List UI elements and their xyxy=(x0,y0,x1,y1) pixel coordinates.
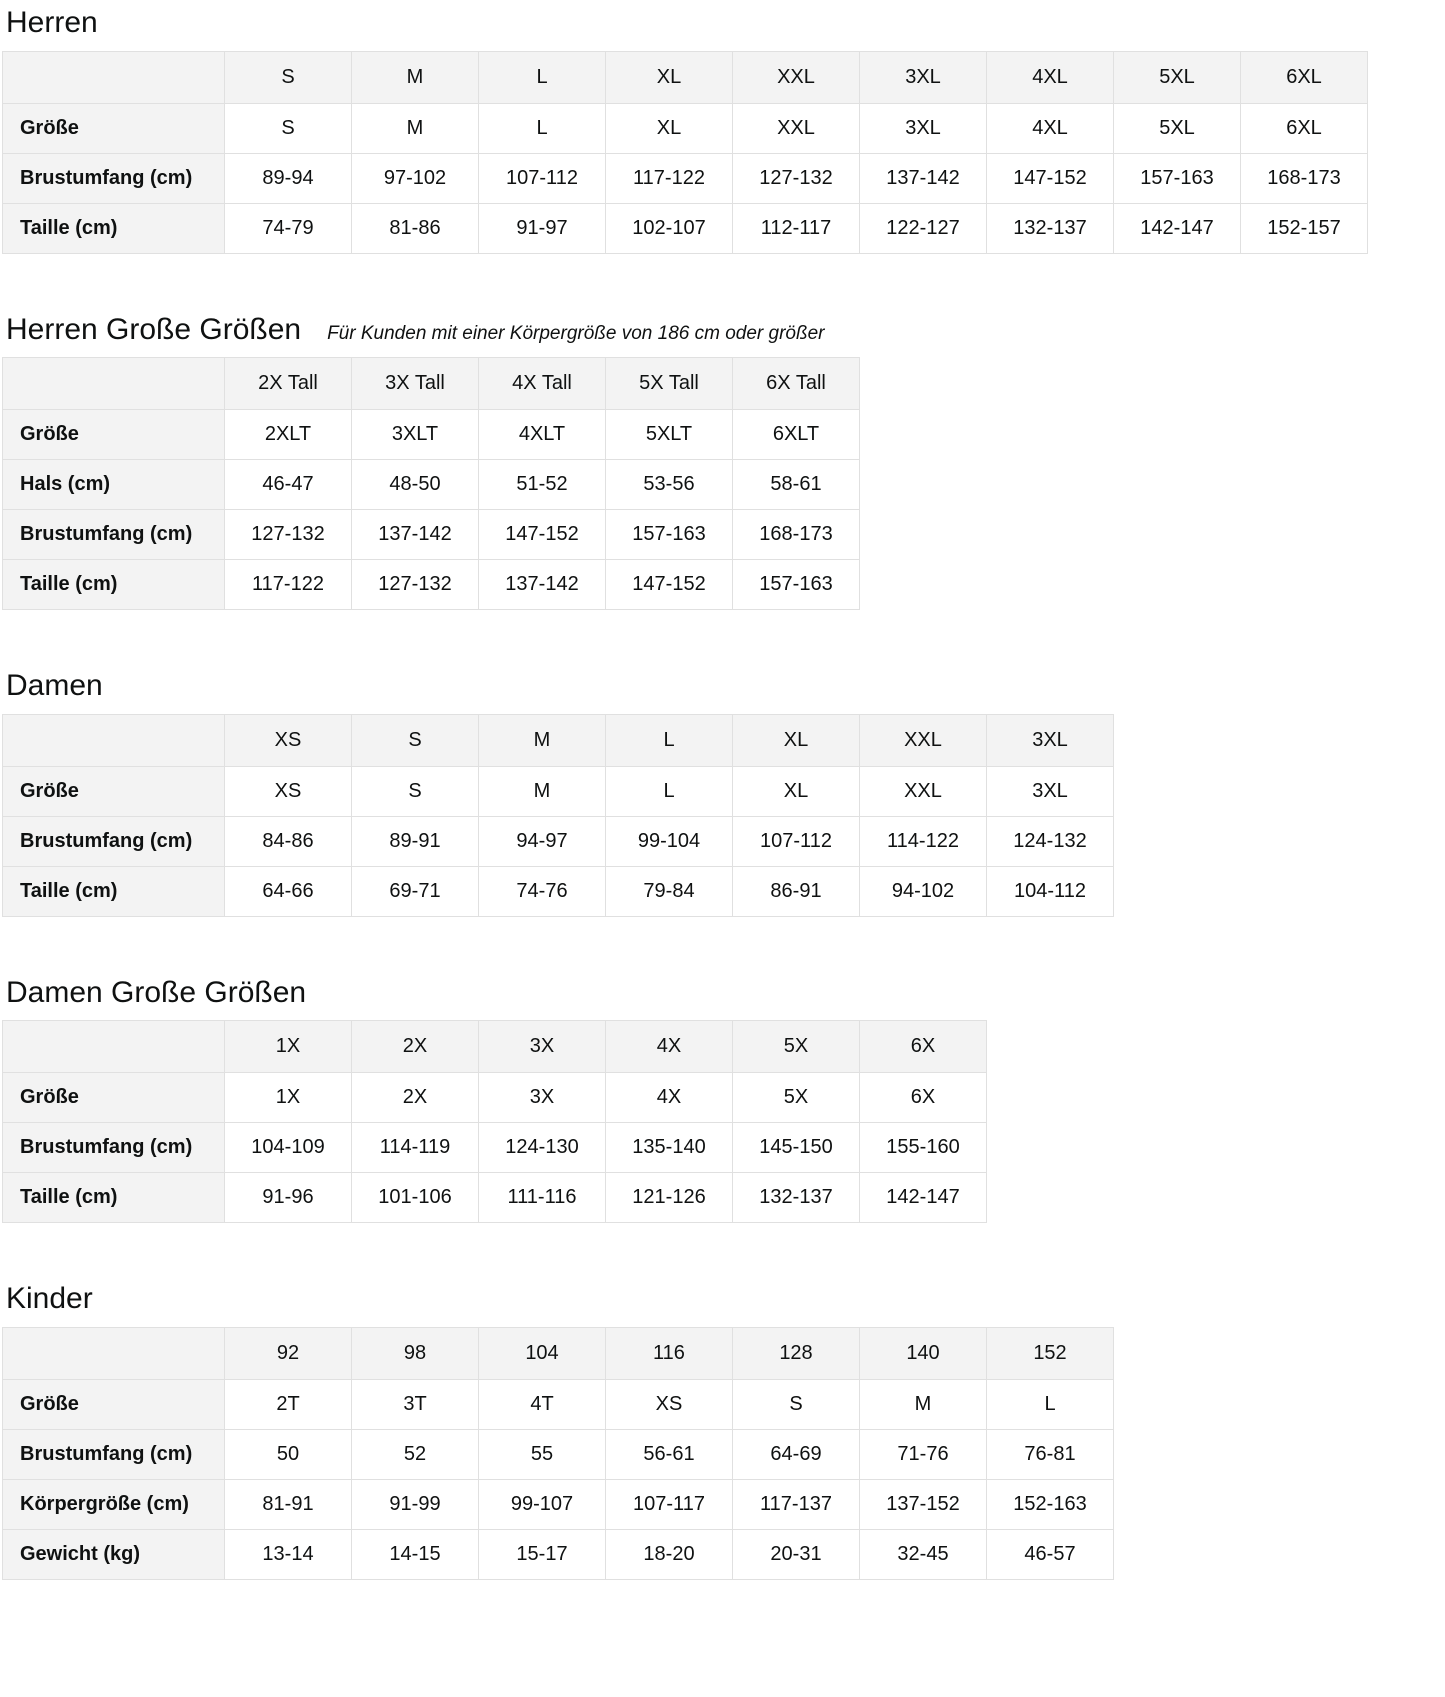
row-label-cell: Taille (cm) xyxy=(3,203,225,253)
size-value-cell: 121-126 xyxy=(606,1173,733,1223)
column-header-cell: XL xyxy=(733,714,860,766)
row-label-cell: Körpergröße (cm) xyxy=(3,1479,225,1529)
size-value-cell: 4T xyxy=(479,1379,606,1429)
table-row xyxy=(3,410,860,460)
size-chart-page xyxy=(2,4,1445,1580)
size-value-cell: 6XLT xyxy=(733,410,860,460)
size-value-cell: 3XLT xyxy=(352,410,479,460)
size-value-cell: 117-122 xyxy=(225,560,352,610)
size-value-cell: 127-132 xyxy=(733,153,860,203)
size-value-cell: 117-137 xyxy=(733,1479,860,1529)
column-header-cell: 6X xyxy=(860,1021,987,1073)
size-value-cell: 15-17 xyxy=(479,1529,606,1579)
row-label-cell: Taille (cm) xyxy=(3,560,225,610)
size-value-cell: M xyxy=(860,1379,987,1429)
column-header-cell: 5XL xyxy=(1114,51,1241,103)
row-label-cell: Hals (cm) xyxy=(3,460,225,510)
size-value-cell: 137-152 xyxy=(860,1479,987,1529)
size-value-cell: 14-15 xyxy=(352,1529,479,1579)
size-value-cell: 46-57 xyxy=(987,1529,1114,1579)
column-header-cell: XS xyxy=(225,714,352,766)
size-value-cell: L xyxy=(479,103,606,153)
table-row xyxy=(3,816,1114,866)
size-value-cell: 4XLT xyxy=(479,410,606,460)
column-header-cell: 104 xyxy=(479,1327,606,1379)
size-value-cell: 1X xyxy=(225,1073,352,1123)
size-table xyxy=(2,1020,987,1223)
size-value-cell: 71-76 xyxy=(860,1429,987,1479)
size-value-cell: 127-132 xyxy=(352,560,479,610)
column-header-cell: 116 xyxy=(606,1327,733,1379)
size-value-cell: XL xyxy=(733,766,860,816)
size-value-cell: 64-66 xyxy=(225,866,352,916)
size-table xyxy=(2,1327,1114,1580)
size-value-cell: 104-109 xyxy=(225,1123,352,1173)
size-value-cell: S xyxy=(225,103,352,153)
size-value-cell: 137-142 xyxy=(352,510,479,560)
size-value-cell: 157-163 xyxy=(606,510,733,560)
size-value-cell: 137-142 xyxy=(860,153,987,203)
size-value-cell: 91-96 xyxy=(225,1173,352,1223)
column-header-cell: S xyxy=(225,51,352,103)
size-value-cell: 91-99 xyxy=(352,1479,479,1529)
column-header-cell: 6X Tall xyxy=(733,358,860,410)
size-value-cell: 74-76 xyxy=(479,866,606,916)
size-value-cell: 137-142 xyxy=(479,560,606,610)
corner-cell xyxy=(3,1327,225,1379)
row-label-cell: Taille (cm) xyxy=(3,866,225,916)
table-row xyxy=(3,560,860,610)
size-value-cell: 104-112 xyxy=(987,866,1114,916)
section-title: Kinder xyxy=(6,1282,93,1315)
section-title-row xyxy=(6,4,1445,42)
column-header-cell: 3XL xyxy=(987,714,1114,766)
column-header-cell: S xyxy=(352,714,479,766)
size-table xyxy=(2,714,1114,917)
section-title-row xyxy=(6,311,1445,349)
table-row xyxy=(3,1173,987,1223)
row-label-cell: Brustumfang (cm) xyxy=(3,1429,225,1479)
size-value-cell: 48-50 xyxy=(352,460,479,510)
table-header-row xyxy=(3,1327,1114,1379)
size-value-cell: 4X xyxy=(606,1073,733,1123)
size-value-cell: 117-122 xyxy=(606,153,733,203)
size-value-cell: 111-116 xyxy=(479,1173,606,1223)
table-row xyxy=(3,153,1368,203)
size-value-cell: 18-20 xyxy=(606,1529,733,1579)
table-header-row xyxy=(3,714,1114,766)
column-header-cell: 1X xyxy=(225,1021,352,1073)
size-value-cell: 3XL xyxy=(860,103,987,153)
size-value-cell: 142-147 xyxy=(860,1173,987,1223)
size-value-cell: 157-163 xyxy=(1114,153,1241,203)
size-value-cell: 94-102 xyxy=(860,866,987,916)
size-value-cell: 76-81 xyxy=(987,1429,1114,1479)
section-title: Damen Große Größen xyxy=(6,975,307,1009)
size-value-cell: 107-112 xyxy=(733,816,860,866)
size-value-cell: 84-86 xyxy=(225,816,352,866)
size-value-cell: 53-56 xyxy=(606,460,733,510)
column-header-cell: 128 xyxy=(733,1327,860,1379)
size-value-cell: L xyxy=(987,1379,1114,1429)
column-header-cell: 98 xyxy=(352,1327,479,1379)
section-title: Herren xyxy=(6,6,98,39)
row-label-cell: Brustumfang (cm) xyxy=(3,153,225,203)
column-header-cell: 2X xyxy=(352,1021,479,1073)
size-value-cell: 58-61 xyxy=(733,460,860,510)
size-value-cell: S xyxy=(352,766,479,816)
size-value-cell: M xyxy=(352,103,479,153)
size-value-cell: 147-152 xyxy=(987,153,1114,203)
column-header-cell: 4XL xyxy=(987,51,1114,103)
size-chart-section xyxy=(2,311,1445,611)
size-value-cell: 32-45 xyxy=(860,1529,987,1579)
row-label-cell: Größe xyxy=(3,103,225,153)
corner-cell xyxy=(3,51,225,103)
table-header-row xyxy=(3,358,860,410)
size-value-cell: 5XLT xyxy=(606,410,733,460)
size-value-cell: 50 xyxy=(225,1429,352,1479)
size-value-cell: 2X xyxy=(352,1073,479,1123)
table-row xyxy=(3,766,1114,816)
size-value-cell: 64-69 xyxy=(733,1429,860,1479)
size-value-cell: 52 xyxy=(352,1429,479,1479)
size-value-cell: XS xyxy=(606,1379,733,1429)
size-value-cell: 51-52 xyxy=(479,460,606,510)
size-value-cell: 46-47 xyxy=(225,460,352,510)
column-header-cell: 2X Tall xyxy=(225,358,352,410)
size-value-cell: 135-140 xyxy=(606,1123,733,1173)
size-chart-section xyxy=(2,667,1445,917)
size-chart-section xyxy=(2,974,1445,1224)
table-row xyxy=(3,866,1114,916)
row-label-cell: Brustumfang (cm) xyxy=(3,1123,225,1173)
size-value-cell: 142-147 xyxy=(1114,203,1241,253)
column-header-cell: XXL xyxy=(733,51,860,103)
size-value-cell: XXL xyxy=(733,103,860,153)
size-value-cell: 6X xyxy=(860,1073,987,1123)
size-table xyxy=(2,357,860,610)
corner-cell xyxy=(3,1021,225,1073)
size-value-cell: 107-112 xyxy=(479,153,606,203)
size-value-cell: 168-173 xyxy=(1241,153,1368,203)
size-value-cell: 4XL xyxy=(987,103,1114,153)
size-value-cell: 91-97 xyxy=(479,203,606,253)
size-value-cell: 124-132 xyxy=(987,816,1114,866)
size-value-cell: 147-152 xyxy=(479,510,606,560)
size-value-cell: M xyxy=(479,766,606,816)
size-value-cell: 157-163 xyxy=(733,560,860,610)
column-header-cell: 3X Tall xyxy=(352,358,479,410)
size-value-cell: XS xyxy=(225,766,352,816)
size-value-cell: 6XL xyxy=(1241,103,1368,153)
column-header-cell: XXL xyxy=(860,714,987,766)
size-value-cell: 168-173 xyxy=(733,510,860,560)
size-value-cell: 102-107 xyxy=(606,203,733,253)
column-header-cell: M xyxy=(352,51,479,103)
size-value-cell: 127-132 xyxy=(225,510,352,560)
column-header-cell: 140 xyxy=(860,1327,987,1379)
size-value-cell: 132-137 xyxy=(733,1173,860,1223)
size-value-cell: 69-71 xyxy=(352,866,479,916)
table-row xyxy=(3,1479,1114,1529)
table-row xyxy=(3,510,860,560)
size-value-cell: 114-119 xyxy=(352,1123,479,1173)
row-label-cell: Größe xyxy=(3,1073,225,1123)
column-header-cell: 92 xyxy=(225,1327,352,1379)
row-label-cell: Größe xyxy=(3,766,225,816)
size-value-cell: 89-91 xyxy=(352,816,479,866)
table-row xyxy=(3,1529,1114,1579)
size-value-cell: 89-94 xyxy=(225,153,352,203)
size-value-cell: XL xyxy=(606,103,733,153)
column-header-cell: L xyxy=(606,714,733,766)
column-header-cell: 4X xyxy=(606,1021,733,1073)
size-value-cell: 5X xyxy=(733,1073,860,1123)
table-row xyxy=(3,1073,987,1123)
row-label-cell: Taille (cm) xyxy=(3,1173,225,1223)
table-row xyxy=(3,203,1368,253)
size-value-cell: 13-14 xyxy=(225,1529,352,1579)
size-value-cell: 2XLT xyxy=(225,410,352,460)
column-header-cell: M xyxy=(479,714,606,766)
size-chart-section xyxy=(2,4,1445,254)
size-value-cell: S xyxy=(733,1379,860,1429)
row-label-cell: Brustumfang (cm) xyxy=(3,510,225,560)
size-value-cell: 99-107 xyxy=(479,1479,606,1529)
size-value-cell: 97-102 xyxy=(352,153,479,203)
size-value-cell: 86-91 xyxy=(733,866,860,916)
size-value-cell: 152-163 xyxy=(987,1479,1114,1529)
column-header-cell: 5X Tall xyxy=(606,358,733,410)
size-value-cell: 81-86 xyxy=(352,203,479,253)
column-header-cell: 3XL xyxy=(860,51,987,103)
column-header-cell: 5X xyxy=(733,1021,860,1073)
table-row xyxy=(3,1379,1114,1429)
size-table xyxy=(2,51,1368,254)
size-value-cell: XXL xyxy=(860,766,987,816)
table-row xyxy=(3,1123,987,1173)
size-value-cell: 79-84 xyxy=(606,866,733,916)
size-value-cell: 124-130 xyxy=(479,1123,606,1173)
section-title: Herren Große Größen xyxy=(6,312,302,346)
size-value-cell: 155-160 xyxy=(860,1123,987,1173)
size-value-cell: 145-150 xyxy=(733,1123,860,1173)
size-value-cell: 101-106 xyxy=(352,1173,479,1223)
size-value-cell: 3XL xyxy=(987,766,1114,816)
column-header-cell: L xyxy=(479,51,606,103)
size-value-cell: 3X xyxy=(479,1073,606,1123)
size-value-cell: 147-152 xyxy=(606,560,733,610)
section-title: Damen xyxy=(6,669,103,702)
size-value-cell: 2T xyxy=(225,1379,352,1429)
size-value-cell: 122-127 xyxy=(860,203,987,253)
size-value-cell: 81-91 xyxy=(225,1479,352,1529)
table-row xyxy=(3,1429,1114,1479)
column-header-cell: 152 xyxy=(987,1327,1114,1379)
table-header-row xyxy=(3,51,1368,103)
corner-cell xyxy=(3,358,225,410)
column-header-cell: 4X Tall xyxy=(479,358,606,410)
row-label-cell: Gewicht (kg) xyxy=(3,1529,225,1579)
size-value-cell: 112-117 xyxy=(733,203,860,253)
size-value-cell: 99-104 xyxy=(606,816,733,866)
size-chart-section xyxy=(2,1280,1445,1580)
corner-cell xyxy=(3,714,225,766)
table-row xyxy=(3,460,860,510)
size-value-cell: 5XL xyxy=(1114,103,1241,153)
table-row xyxy=(3,103,1368,153)
column-header-cell: 3X xyxy=(479,1021,606,1073)
size-value-cell: 152-157 xyxy=(1241,203,1368,253)
section-title-row xyxy=(6,667,1445,705)
size-value-cell: 114-122 xyxy=(860,816,987,866)
size-value-cell: 20-31 xyxy=(733,1529,860,1579)
size-value-cell: 55 xyxy=(479,1429,606,1479)
size-value-cell: 74-79 xyxy=(225,203,352,253)
size-value-cell: 132-137 xyxy=(987,203,1114,253)
table-header-row xyxy=(3,1021,987,1073)
column-header-cell: 6XL xyxy=(1241,51,1368,103)
row-label-cell: Größe xyxy=(3,1379,225,1429)
size-value-cell: 3T xyxy=(352,1379,479,1429)
size-value-cell: 56-61 xyxy=(606,1429,733,1479)
row-label-cell: Größe xyxy=(3,410,225,460)
section-title-row xyxy=(6,1280,1445,1318)
section-title-row xyxy=(6,974,1445,1012)
row-label-cell: Brustumfang (cm) xyxy=(3,816,225,866)
column-header-cell: XL xyxy=(606,51,733,103)
size-value-cell: 94-97 xyxy=(479,816,606,866)
section-subtitle: Für Kunden mit einer Körpergröße von 186 cm oder größer xyxy=(327,322,825,344)
size-value-cell: L xyxy=(606,766,733,816)
size-value-cell: 107-117 xyxy=(606,1479,733,1529)
